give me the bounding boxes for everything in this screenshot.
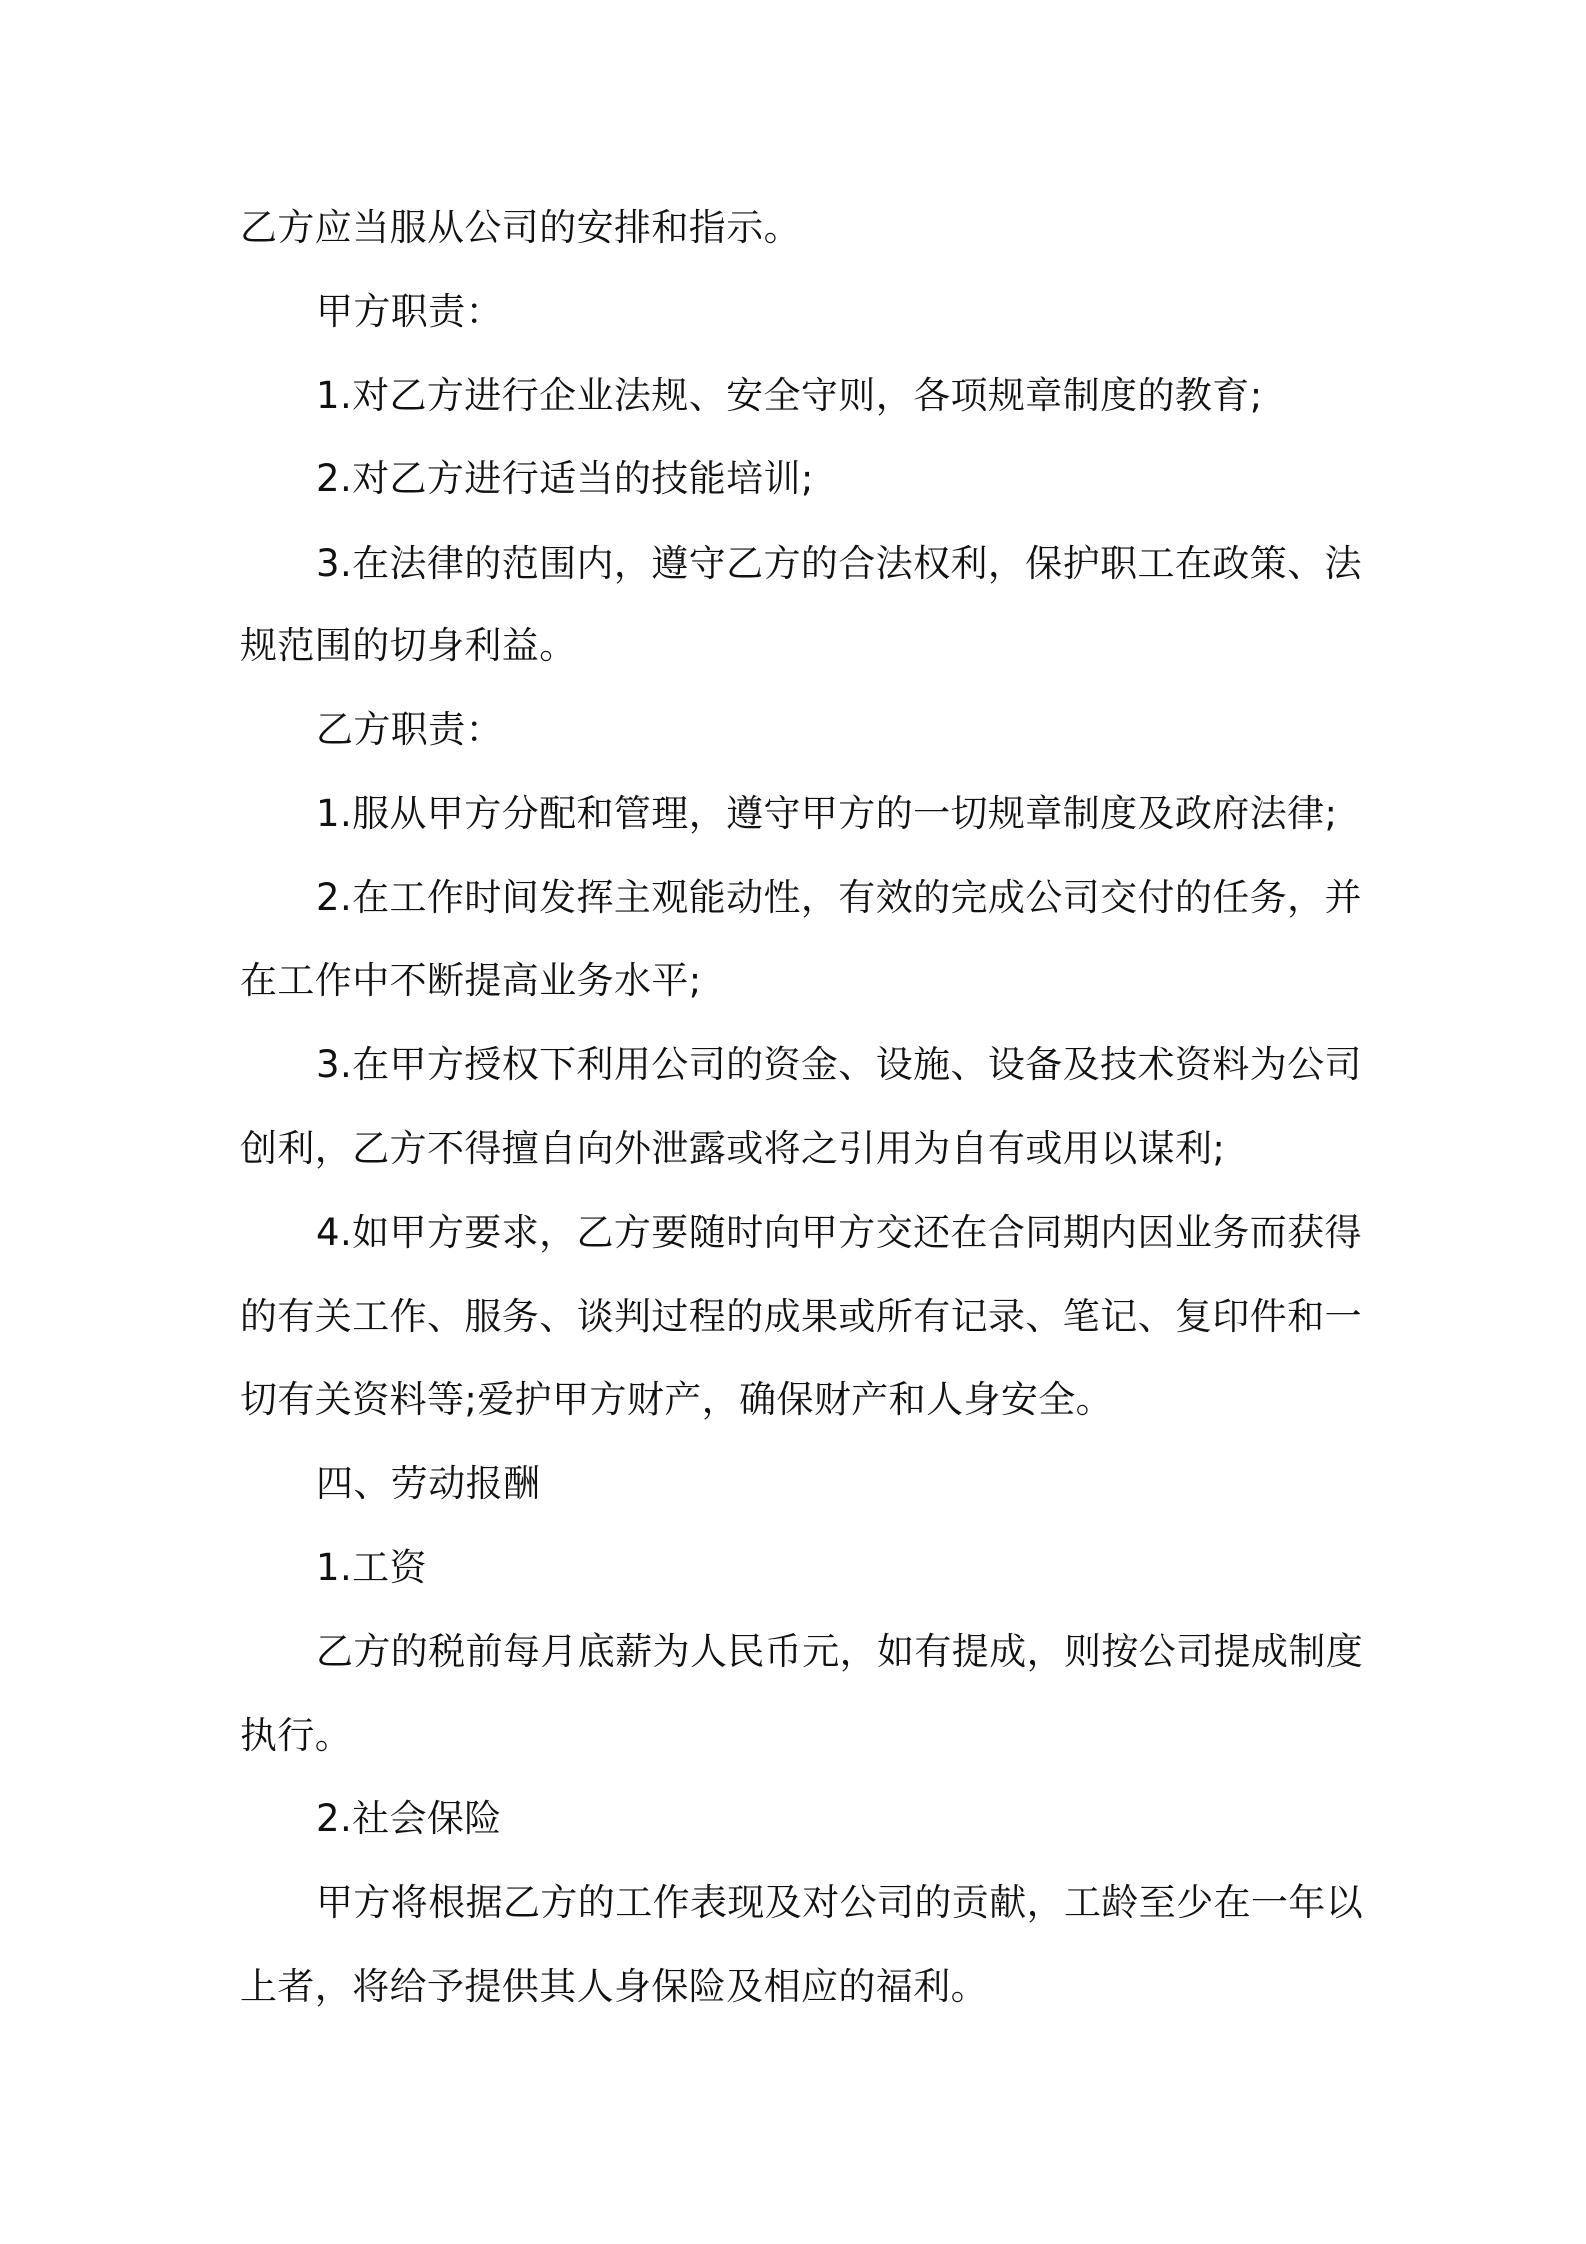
paragraph-line: 上者，将给予提供其人身保险及相应的福利。: [240, 1965, 988, 2008]
paragraph-line: 执行。: [240, 1714, 353, 1757]
list-item: 2.对乙方进行适当的技能培训;: [316, 457, 814, 500]
section-heading: 乙方职责：: [316, 708, 503, 751]
subsection-heading: 1.工资: [316, 1546, 427, 1589]
section-heading: 四、劳动报酬: [316, 1462, 541, 1505]
list-item: 3.在法律的范围内，遵守乙方的合法权利，保护职工在政策、法: [316, 542, 1362, 585]
list-item-continuation: 的有关工作、服务、谈判过程的成果或所有记录、笔记、复印件和一: [240, 1295, 1362, 1338]
list-item-continuation: 创利，乙方不得擅自向外泄露或将之引用为自有或用以谋利;: [240, 1127, 1226, 1170]
subsection-heading: 2.社会保险: [316, 1797, 502, 1840]
list-item-continuation: 切有关资料等;爱护甲方财产，确保财产和人身安全。: [240, 1378, 1114, 1421]
list-item: 4.如甲方要求，乙方要随时向甲方交还在合同期内因业务而获得: [316, 1211, 1362, 1254]
list-item: 2.在工作时间发挥主观能动性，有效的完成公司交付的任务，并: [316, 876, 1362, 919]
list-item: 3.在甲方授权下利用公司的资金、设施、设备及技术资料为公司: [316, 1043, 1362, 1086]
paragraph-line: 乙方应当服从公司的安排和指示。: [240, 206, 801, 249]
list-item: 1.服从甲方分配和管理，遵守甲方的一切规章制度及政府法律;: [316, 792, 1338, 835]
list-item: 1.对乙方进行企业法规、安全守则，各项规章制度的教育;: [316, 374, 1263, 417]
list-item-continuation: 规范围的切身利益。: [240, 624, 577, 667]
paragraph-line: 乙方的税前每月底薪为人民币元，如有提成，则按公司提成制度: [316, 1630, 1364, 1673]
paragraph-line: 甲方将根据乙方的工作表现及对公司的贡献，工龄至少在一年以: [316, 1881, 1364, 1924]
section-heading: 甲方职责：: [316, 290, 503, 333]
list-item-continuation: 在工作中不断提高业务水平;: [240, 959, 702, 1002]
